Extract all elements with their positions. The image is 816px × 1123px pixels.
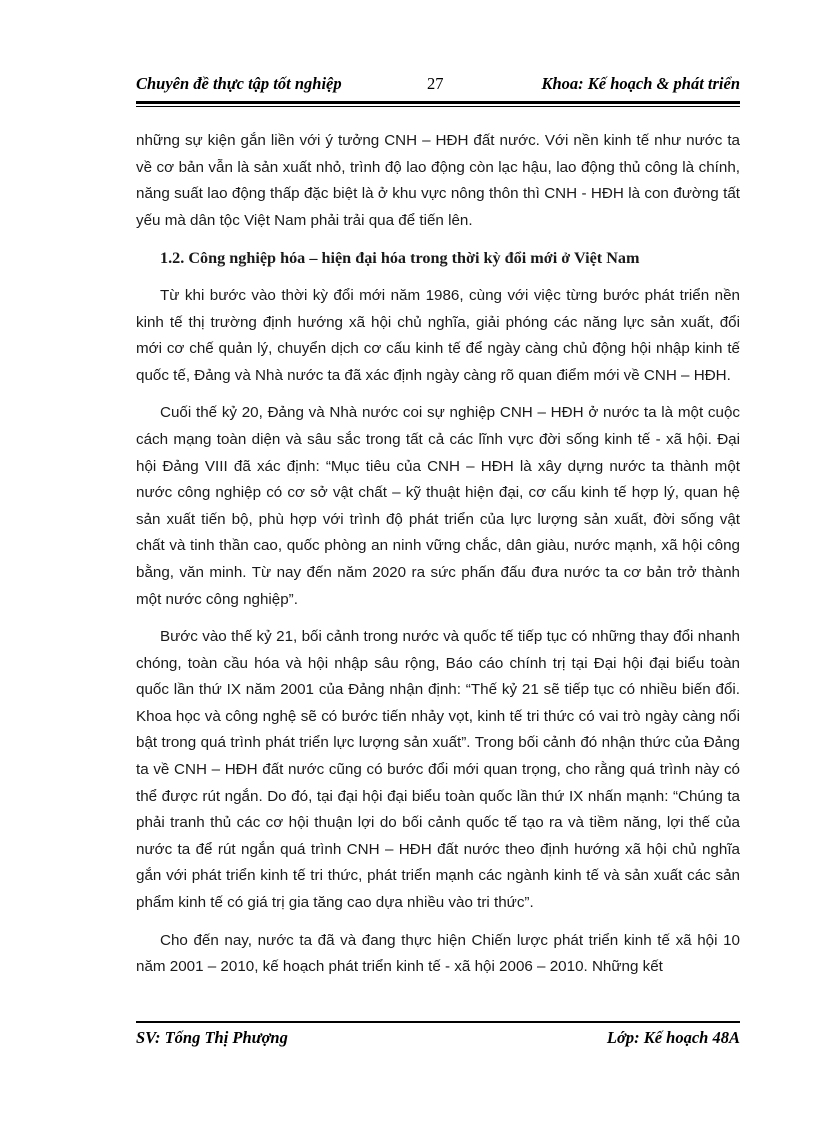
- page-header: [136, 74, 740, 98]
- footer-student: SV: Tống Thị Phượng: [136, 1028, 288, 1047]
- document-body: [136, 128, 740, 992]
- header-faculty: Khoa: Kế hoạch & phát triển: [541, 74, 740, 93]
- page-number: 27: [427, 74, 444, 93]
- paragraph-the-ky-21: Bước vào thế kỷ 21, bối cảnh trong nước và quốc tế tiếp tục có những thay đổi nhanh chóng, toàn cầu hóa và hội nhập sâu rộng, Báo cáo chính trị tại Đại hội đại biểu toàn quốc lần thứ IX năm 2001 của Đảng nhận định: “Thế kỷ 21 sẽ tiếp tục có nhiều biến đổi. Khoa học và công nghệ sẽ có bước tiến nhảy vọt, kinh tế tri thức có vai trò ngày càng nổi bật trong quá trình phát triển lực lượng sản xuất”. Trong bối cảnh đó nhận thức của Đảng ta về CNH – HĐH đất nước cũng có bước đổi mới quan trọng, cho rằng quá trình này có thể được rút ngắn. Do đó, tại đại hội đại biểu toàn quốc lần thứ IX nhấn mạnh: “Chúng ta phải tranh thủ các cơ hội thuận lợi do bối cảnh quốc tế tạo ra và tiềm năng, lợi thế của nước ta để rút ngắn quá trình CNH – HĐH đất nước theo định hướng xã hội chủ nghĩa gắn với phát triển kinh tế tri thức, phát triển mạnh các ngành kinh tế và sản xuất các sản phẩm kinh tế có giá trị gia tăng cao dựa nhiều vào tri thức”.: [136, 628, 740, 912]
- paragraph-the-ky-20: Cuối thế kỷ 20, Đảng và Nhà nước coi sự nghiệp CNH – HĐH ở nước ta là một cuộc cách mạng toàn diện và sâu sắc trong tất cả các lĩnh vực đời sống kinh tế - xã hội. Đại hội Đảng VIII đã xác định: “Mục tiêu của CNH – HĐH là xây dựng nước ta thành một nước công nghiệp có cơ sở vật chất – kỹ thuật hiện đại, cơ cấu kinh tế hợp lý, quan hệ sản xuất tiến bộ, phù hợp với trình độ phát triển của lực lượng sản xuất, đời sống vật chất và tinh thần cao, quốc phòng an ninh vững chắc, dân giàu, nước mạnh, xã hội công bằng, văn minh. Từ nay đến năm 2020 ra sức phấn đấu đưa nước ta cơ bản trở thành một nước công nghiệp”.: [136, 404, 740, 608]
- paragraph-doi-moi: Từ khi bước vào thời kỳ đổi mới năm 1986, cùng với việc từng bước phát triển nền kinh tế thị trường định hướng xã hội chủ nghĩa, giải phóng các năng lực sản xuất, đổi mới cơ chế quản lý, chuyển dịch cơ cấu kinh tế để ngày càng chủ động hội nhập kinh tế quốc tế, Đảng và Nhà nước ta đã xác định ngày càng rõ quan điểm mới về CNH – HĐH.: [136, 286, 740, 384]
- paragraph-chien-luoc: Cho đến nay, nước ta đã và đang thực hiện Chiến lược phát triển kinh tế xã hội 10 năm 2001 – 2010, kế hoạch phát triển kinh tế - xã hội 2006 – 2010. Những kết: [136, 931, 740, 976]
- header-rule-thin: [136, 106, 740, 107]
- section-heading: 1.2. Công nghiệp hóa – hiện đại hóa trong thời kỳ đổi mới ở Việt Nam: [160, 249, 640, 268]
- footer-class: Lớp: Kế hoạch 48A: [606, 1028, 740, 1047]
- header-rule-thick: [136, 101, 740, 104]
- header-document-title: Chuyên đề thực tập tốt nghiệp: [136, 74, 342, 93]
- paragraph-continuation: những sự kiện gắn liền với ý tưởng CNH – HĐH đất nước. Với nền kinh tế như nước ta về cơ bản vẫn là sản xuất nhỏ, trình độ lao động còn lạc hậu, lao động thủ công là chính, năng suất lao động thấp đặc biệt là ở khu vực nông thôn thì CNH - HĐH là con đường tất yếu mà dân tộc Việt Nam phải trải qua để tiến lên.: [136, 132, 740, 229]
- footer-rule: [136, 1021, 740, 1023]
- page-footer: [136, 1028, 740, 1052]
